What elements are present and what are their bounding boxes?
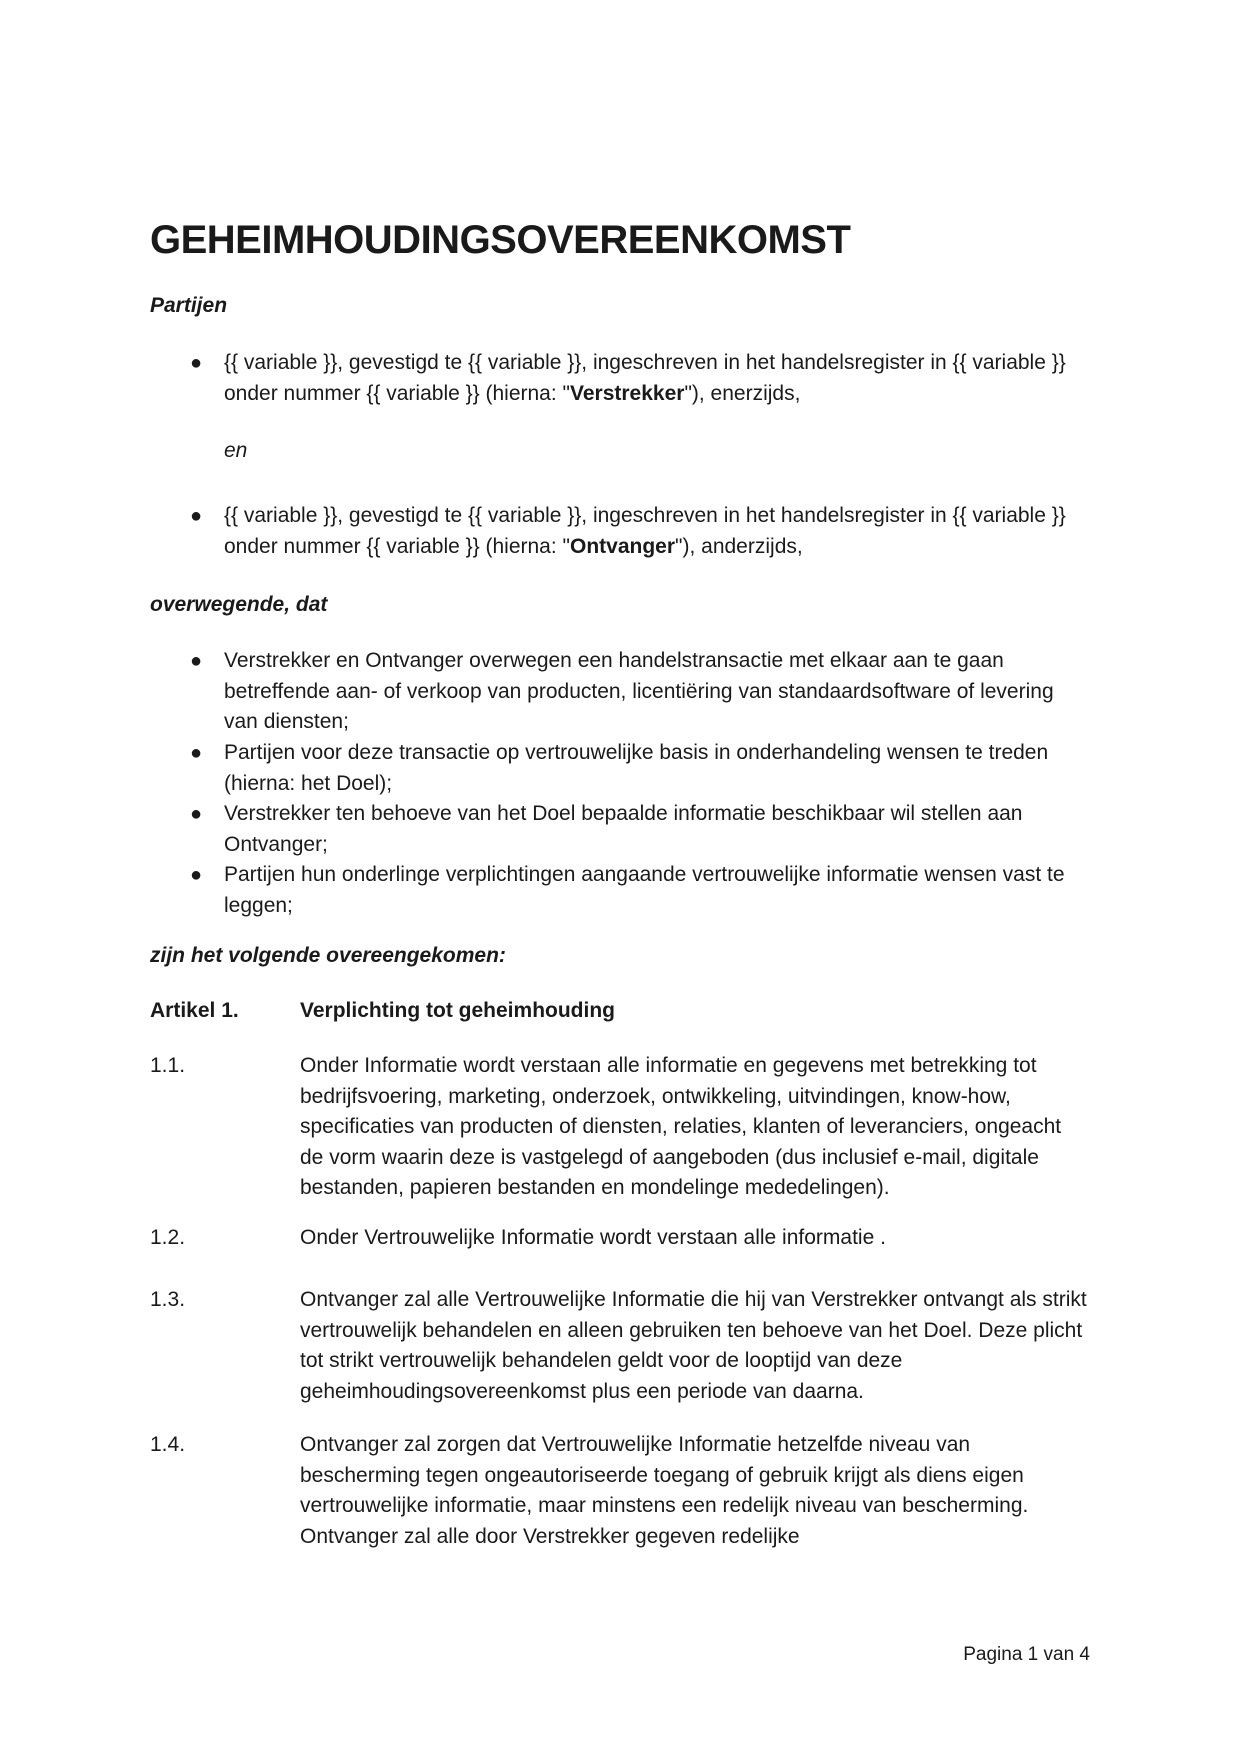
consideration-item: ● Partijen hun onderlinge verplichtingen aangaande vertrouwelijke informatie wensen vast te leggen; xyxy=(190,860,1090,921)
clause-number: 1.1. xyxy=(150,1054,186,1077)
bullet-icon: ● xyxy=(190,505,203,527)
party-item-1 xyxy=(190,348,1090,409)
parties-label: Partijen xyxy=(150,294,228,317)
consideration-item: ● Partijen voor deze transactie op vertrouwelijke basis in onderhandeling wensen te treden (hierna: het Doel); xyxy=(190,738,1090,799)
bullet-icon: ● xyxy=(190,864,203,886)
clause-1-3 xyxy=(150,1285,1090,1407)
article-1-heading xyxy=(150,996,615,1026)
considering-label: overwegende, dat xyxy=(150,593,328,616)
article-title: Verplichting tot geheimhouding xyxy=(300,999,615,1022)
clause-1-1 xyxy=(150,1051,1090,1204)
clause-1-2 xyxy=(150,1223,1090,1254)
clause-number: 1.3. xyxy=(150,1288,186,1311)
parties-connector: en xyxy=(224,439,248,462)
clause-number: 1.4. xyxy=(150,1433,186,1456)
agreed-label: zijn het volgende overeengekomen: xyxy=(150,944,506,967)
article-number: Artikel 1. xyxy=(150,999,239,1022)
party-2-role: Ontvanger xyxy=(570,534,676,558)
clause-1-4 xyxy=(150,1430,1090,1552)
consideration-item: ● Verstrekker en Ontvanger overwegen een handelstransactie met elkaar aan te gaan betreffende aan- of verkoop van producten, licentiëring van standaardsoftware of levering van diensten; xyxy=(190,646,1090,738)
clause-text: Ontvanger zal alle Vertrouwelijke Informatie die hij van Verstrekker ontvangt als strikt vertrouwelijk behandelen en alleen gebruiken ten behoeve van het Doel. Deze plicht tot strikt vertrouwelijk behandelen geldt voor de looptijd van deze geheimhoudingsovereenkomst plus een periode van daarna. xyxy=(300,1288,1087,1403)
clause-text: Onder Informatie wordt verstaan alle informatie en gegevens met betrekking tot bedrijfsvoering, marketing, onderzoek, ontwikkeling, uitvindingen, know-how, specificaties van producten of diensten, relaties, klanten of leveranciers, ongeacht de vorm waarin deze is vastgelegd of aangeboden (dus inclusief e-mail, digitale bestanden, papieren bestanden en mondelinge mededelingen). xyxy=(300,1054,1062,1199)
party-2-text: {{ variable }}, gevestigd te {{ variable }}, ingeschreven in het handelsregister in {{ variable }} onder nummer {{ variable }} (hierna: "Ontvanger"), anderzijds, xyxy=(224,504,1066,558)
party-1-role: Verstrekker xyxy=(570,381,685,405)
party-1-text: {{ variable }}, gevestigd te {{ variable }}, ingeschreven in het handelsregister in {{ variable }} onder nummer {{ variable }} (hierna: "Verstrekker"), enerzijds, xyxy=(224,351,1066,405)
bullet-icon: ● xyxy=(190,352,203,374)
party-item-2 xyxy=(190,501,1090,562)
bullet-icon: ● xyxy=(190,742,203,764)
bullet-icon: ● xyxy=(190,650,203,672)
document-title: GEHEIMHOUDINGSOVEREENKOMST xyxy=(150,218,851,262)
page-footer: Pagina 1 van 4 xyxy=(963,1644,1090,1665)
clause-number: 1.2. xyxy=(150,1226,186,1249)
clause-text: Onder Vertrouwelijke Informatie wordt verstaan alle informatie . xyxy=(300,1226,886,1249)
clause-text: Ontvanger zal zorgen dat Vertrouwelijke Informatie hetzelfde niveau van bescherming tegen ongeautoriseerde toegang of gebruik krijgt als diens eigen vertrouwelijke informatie, maar minstens een redelijk niveau van bescherming. Ontvanger zal alle door Verstrekker gegeven redelijke xyxy=(300,1433,1029,1548)
bullet-icon: ● xyxy=(190,803,203,825)
consideration-item: ● Verstrekker ten behoeve van het Doel bepaalde informatie beschikbaar wil stellen aan Ontvanger; xyxy=(190,799,1090,860)
